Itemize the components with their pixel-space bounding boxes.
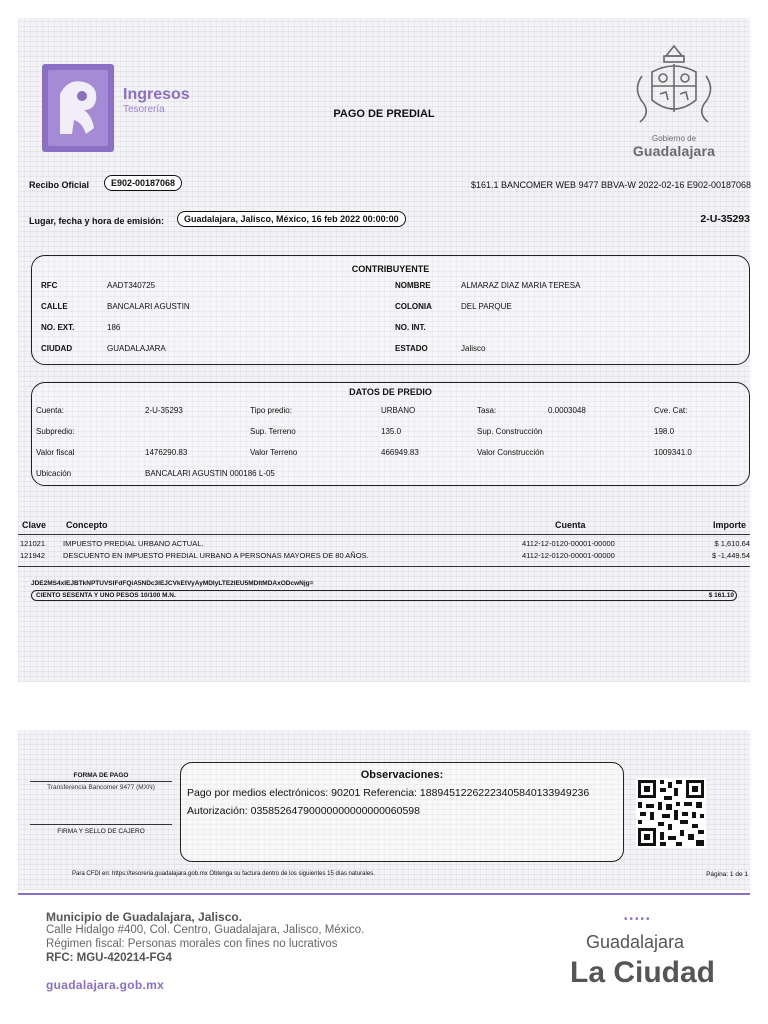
valor-terreno-value: 466949.83 <box>381 448 419 457</box>
footer-url[interactable]: guadalajara.gob.mx <box>46 978 165 992</box>
forma-pago-line <box>30 781 172 782</box>
footer-address: Calle Hidalgo #400, Col. Centro, Guadalajara, Jalisco, México. <box>46 924 365 936</box>
ingresos-logo-icon <box>42 64 114 152</box>
logo-subtitle: Tesorería <box>123 104 165 115</box>
brand-la-ciudad: La Ciudad <box>570 956 716 989</box>
valor-terreno-label: Valor Terreno <box>250 448 298 457</box>
observaciones-box <box>180 762 624 862</box>
calle-label: CALLE <box>41 302 68 311</box>
contribuyente-title: CONTRIBUYENTE <box>351 264 430 274</box>
firma-line <box>30 824 172 825</box>
bank-line: $161.1 BANCOMER WEB 9477 BBVA-W 2022-02-16 E902-00187068 <box>471 180 751 190</box>
row-2-cuenta: 4112-12-0120-00001-00000 <box>522 551 615 560</box>
crest-subtitle: Gobierno de <box>651 134 697 143</box>
footer-municipio: Municipio de Guadalajara, Jalisco. <box>46 910 243 924</box>
total-amount: $ 161.10 <box>708 592 734 599</box>
table-footer-divider <box>18 566 750 567</box>
hash-string: JDE2MS4xIEJBTkNPTUVSIFdFQiA5NDc3IEJCVkEtVyAyMDIyLTE2IEU5MDItMDAxODcwNjg= <box>31 580 314 587</box>
table-header-divider <box>18 534 750 535</box>
ubicacion-label: Ubicación <box>36 469 72 478</box>
cfdi-note: Para CFDI en: https://tesoreria.guadalajara.gob.mx Obtenga su factura dentro de los siguientes 15 días naturales. <box>72 871 375 877</box>
crest-name: Guadalajara <box>632 143 716 159</box>
brand-dots-icon: ••••• <box>624 914 652 925</box>
guadalajara-crest-icon <box>628 42 720 128</box>
sup-terreno-label: Sup. Terreno <box>250 427 296 436</box>
nombre-label: NOMBRE <box>395 281 431 290</box>
cuenta-right: 2-U-35293 <box>700 213 750 225</box>
colonia-value: DEL PARQUE <box>461 302 512 311</box>
rfc-value: AADT340725 <box>107 281 156 290</box>
brand-guadalajara: Guadalajara <box>586 932 685 952</box>
rfc-label: RFC <box>41 281 58 290</box>
tasa-value: 0.0003048 <box>548 406 586 415</box>
ubicacion-value: BANCALARI AGUSTIN 000186 L-05 <box>145 469 275 478</box>
valor-fiscal-value: 1476290.83 <box>145 448 188 457</box>
colonia-label: COLONIA <box>395 302 432 311</box>
subpredio-label: Subpredio: <box>36 427 75 436</box>
observaciones-line-2: Autorización: 03585264790000000000000060598 <box>187 805 420 817</box>
tasa-label: Tasa: <box>477 406 497 415</box>
noext-value: 186 <box>107 323 121 332</box>
forma-pago-value: Transferencia Bancomer 9477 (MXN) <box>47 784 155 791</box>
row-1-importe: $ 1,610.64 <box>714 539 750 548</box>
valor-fiscal-label: Valor fiscal <box>36 448 75 457</box>
cve-cat-label: Cve. Cat: <box>654 406 688 415</box>
row-2-importe: $ -1,449.54 <box>712 551 750 560</box>
lugar-label: Lugar, fecha y hora de emisión: <box>29 216 165 226</box>
amount-words: CIENTO SESENTA Y UNO PESOS 10/100 M.N. <box>36 592 176 599</box>
clave-header: Clave <box>22 520 47 530</box>
noint-label: NO. INT. <box>395 323 426 332</box>
row-2-clave: 121942 <box>20 551 46 560</box>
estado-label: ESTADO <box>395 344 428 353</box>
row-1-concepto: IMPUESTO PREDIAL URBANO ACTUAL. <box>63 539 204 548</box>
sup-construccion-value: 198.0 <box>654 427 675 436</box>
tipo-predio-label: Tipo predio: <box>250 406 292 415</box>
noext-label: NO. EXT. <box>41 323 75 332</box>
logo-title: Ingresos <box>123 86 190 103</box>
nombre-value: ALMARAZ DIAZ MARIA TERESA <box>461 281 581 290</box>
recibo-label: Recibo Oficial <box>29 180 90 190</box>
observaciones-line-1: Pago por medios electrónicos: 90201 Referencia: 18894512262223405840133949236 <box>187 787 590 799</box>
lugar-value: Guadalajara, Jalisco, México, 16 feb 2022 00:00:00 <box>177 211 406 227</box>
observaciones-title: Observaciones: <box>360 769 444 781</box>
cuenta-header: Cuenta <box>555 520 586 530</box>
page-number: Página: 1 de 1 <box>706 871 748 878</box>
cuenta-label: Cuenta: <box>36 406 65 415</box>
calle-value: BANCALARI AGUSTIN <box>107 302 190 311</box>
firma-label: FIRMA Y SELLO DE CAJERO <box>57 828 145 835</box>
row-1-clave: 121021 <box>20 539 46 548</box>
footer-rfc: RFC: MGU-420214-FG4 <box>46 952 172 964</box>
cuenta-value: 2-U-35293 <box>145 406 183 415</box>
tipo-predio-value: URBANO <box>381 406 416 415</box>
concepto-header: Concepto <box>66 520 108 530</box>
ciudad-label: CIUDAD <box>41 344 73 353</box>
valor-construccion-value: 1009341.0 <box>654 448 692 457</box>
valor-construccion-label: Valor Construcción <box>477 448 544 457</box>
footer-divider <box>18 893 750 895</box>
importe-header: Importe <box>712 520 746 530</box>
row-1-cuenta: 4112-12-0120-00001-00000 <box>522 539 615 548</box>
sup-terreno-value: 135.0 <box>381 427 402 436</box>
ciudad-value: GUADALAJARA <box>107 344 166 353</box>
footer-regimen: Régimen fiscal: Personas morales con fines no lucrativos <box>46 938 338 950</box>
forma-pago-label: FORMA DE PAGO <box>73 772 129 779</box>
predio-title: DATOS DE PREDIO <box>349 387 432 397</box>
recibo-value: E902-00187068 <box>104 175 182 191</box>
qr-code-icon <box>636 778 706 848</box>
sup-construccion-label: Sup. Construcción <box>477 427 543 436</box>
estado-value: Jalisco <box>461 344 486 353</box>
document-title: PAGO DE PREDIAL <box>333 108 435 120</box>
row-2-concepto: DESCUENTO EN IMPUESTO PREDIAL URBANO A PERSONAS MAYORES DE 80 AÑOS. <box>63 551 369 560</box>
